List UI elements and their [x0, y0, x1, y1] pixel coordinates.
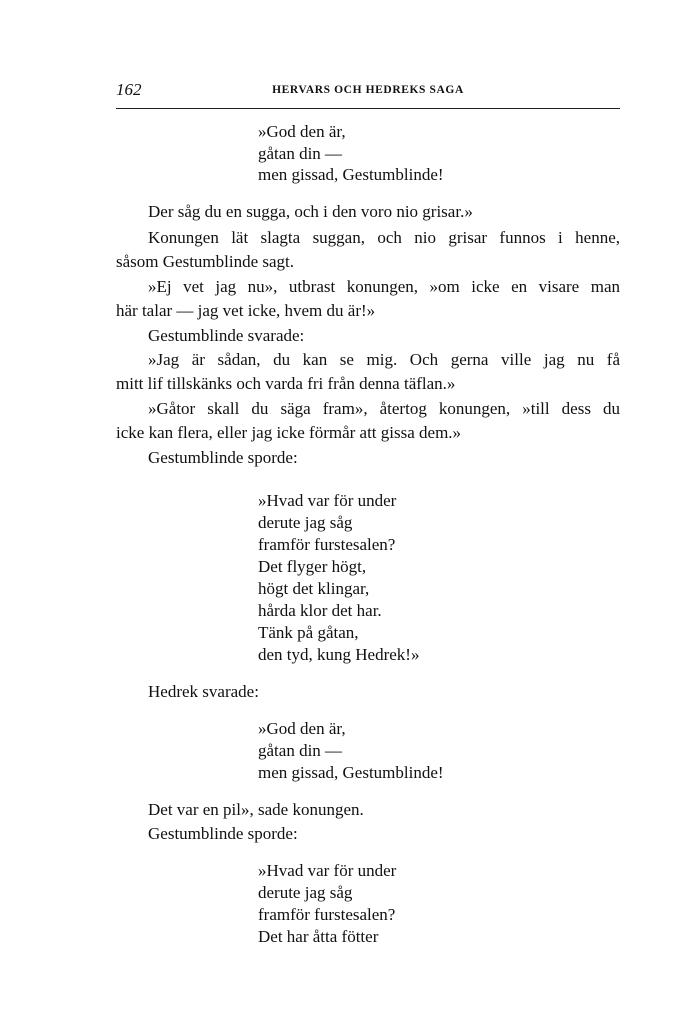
verse-line: hårda klor det har. [258, 601, 382, 620]
verse-line: derute jag såg [258, 513, 353, 532]
page-header [116, 80, 620, 109]
verse-line: »God den är, [258, 719, 346, 738]
paragraph-line: mitt lif tillskänks och varda fri från denna täflan.» [116, 374, 456, 393]
verse-line: Det har åtta fötter [258, 927, 379, 946]
paragraph-line: Der såg du en sugga, och i den voro nio grisar.» [148, 202, 473, 221]
paragraph-line: Gestumblinde sporde: [148, 824, 298, 843]
verse-line: gåtan din — [258, 144, 343, 163]
verse-line: »Hvad var för under [258, 861, 397, 880]
verse-line: Tänk på gåtan, [258, 623, 359, 642]
paragraph-line: Gestumblinde svarade: [148, 326, 305, 345]
paragraph-line: här talar — jag vet icke, hvem du är!» [116, 301, 376, 320]
verse-line: »Hvad var för under [258, 491, 397, 510]
verse-line: framför furstesalen? [258, 905, 396, 924]
verse-line: framför furstesalen? [258, 535, 396, 554]
verse-line: högt det klingar, [258, 579, 370, 598]
paragraph-line: »Jag är sådan, du kan se mig. Och gerna ville jag nu få [148, 350, 620, 369]
paragraph-line: »Ej vet jag nu», utbrast konungen, »om icke en visare man [148, 277, 620, 296]
paragraph-line: Det var en pil», sade konungen. [148, 800, 364, 819]
paragraph-line: såsom Gestumblinde sagt. [116, 252, 295, 271]
verse-line: Det flyger högt, [258, 557, 367, 576]
paragraph-line: icke kan flera, eller jag icke förmår att gissa dem.» [116, 423, 462, 442]
running-title: HERVARS OCH HEDREKS SAGA [272, 84, 464, 96]
paragraph-line: Gestumblinde sporde: [148, 448, 298, 467]
paragraph-line: Konungen lät slagta suggan, och nio grisar funnos i henne, [148, 228, 620, 247]
verse-line: den tyd, kung Hedrek!» [258, 645, 420, 664]
paragraph-line: »Gåtor skall du säga fram», återtog konungen, »till dess du [148, 399, 620, 418]
verse-line: men gissad, Gestumblinde! [258, 763, 444, 782]
verse-line: men gissad, Gestumblinde! [258, 165, 444, 184]
verse-line: »God den är, [258, 122, 346, 141]
verse-line: gåtan din — [258, 741, 343, 760]
verse-line: derute jag såg [258, 883, 353, 902]
paragraph-line: Hedrek svarade: [148, 682, 259, 701]
page-number: 162 [116, 80, 142, 99]
